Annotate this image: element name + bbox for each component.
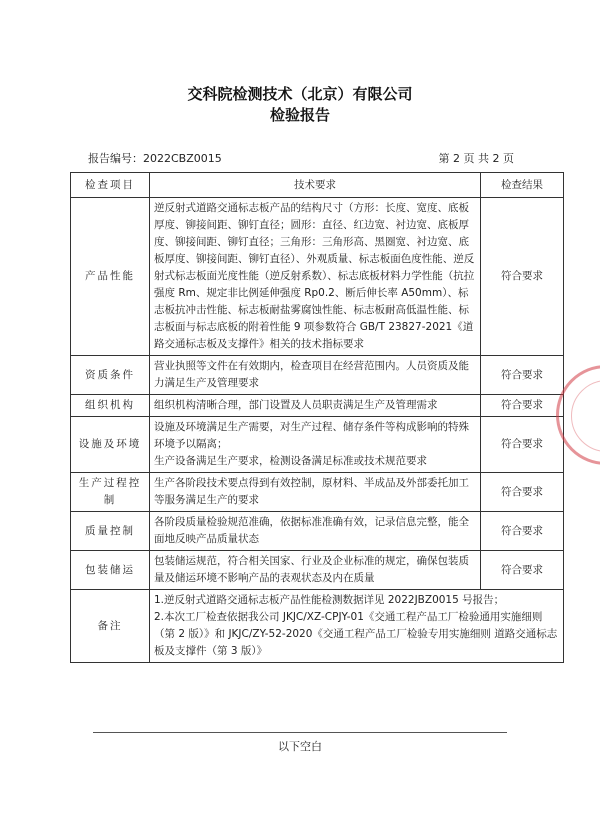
row-requirement: 包装储运规范，符合相关国家、行业及企业标准的规定，确保包装质量及储运环境不影响产品的表观状态及内在质量 — [150, 551, 481, 590]
row-item: 资质条件 — [71, 356, 150, 395]
row-result: 符合要求 — [481, 356, 564, 395]
seal-inner-ring — [571, 380, 600, 452]
row-item: 组织机构 — [71, 395, 150, 417]
table-row — [71, 512, 564, 551]
requirement-line: 设施及环境满足生产需要，对生产过程、储存条件等构成影响的特殊环境予以隔离； — [154, 421, 469, 450]
table-row — [71, 198, 564, 356]
row-result: 符合要求 — [481, 395, 564, 417]
table-row — [71, 417, 564, 473]
table-header-row — [71, 173, 564, 198]
row-item: 产品性能 — [71, 198, 150, 356]
table-row — [71, 356, 564, 395]
document-title: 检验报告 — [269, 106, 330, 124]
blank-below-note: 以下空白 — [278, 740, 322, 753]
row-requirement: 逆反射式道路交通标志板产品的结构尺寸（方形：长度、宽度、底板厚度、铆接间距、铆钉直径；圆形：直径、红边宽、衬边宽、底板厚度、铆接间距、铆钉直径；三角形：三角形高、黑圈宽、衬边宽、底板厚度、铆接间距、铆钉直径）、外观质量、标志板面色度性能、逆反射式标志板面光度性能（逆反射系数）、标志底板材料力学性能（抗拉强度 Rm、规定非比例延伸强度 Rp0.2、断后伸长率 A50mm）、标志板抗冲击性能、标志板耐盐雾腐蚀性能、标志板耐高低温性能、标志板面与标志底板的附着性能 9 项参数符合 GB/T 23827-2021《道路交通标志板及支撑件》相关的技术指标要求 — [150, 198, 481, 356]
report-number: 报告编号：2022CBZ0015 — [88, 152, 222, 165]
table-row — [71, 551, 564, 590]
row-item: 包装储运 — [71, 551, 150, 590]
header-item: 检查项目 — [71, 173, 150, 198]
remarks-content — [150, 590, 564, 663]
header-result: 检查结果 — [481, 173, 564, 198]
inspection-table — [70, 172, 564, 663]
row-item: 设施及环境 — [71, 417, 150, 473]
header-requirement: 技术要求 — [150, 173, 481, 198]
row-requirement: 营业执照等文件在有效期内，检查项目在经营范围内。人员资质及能力满足生产及管理要求 — [150, 356, 481, 395]
row-requirement: 组织机构清晰合理，部门设置及人员职责满足生产及管理需求 — [150, 395, 481, 417]
remark-line: 1.逆反射式道路交通标志板产品性能检测数据详见 2022JBZ0015 号报告； — [154, 594, 505, 606]
row-item: 质量控制 — [71, 512, 150, 551]
table-row — [71, 473, 564, 512]
remarks-label: 备注 — [71, 590, 150, 663]
row-requirement: 生产各阶段技术要点得到有效控制，原材料、半成品及外部委托加工等服务满足生产的要求 — [150, 473, 481, 512]
table-row — [71, 395, 564, 417]
page-info: 第 2 页 共 2 页 — [438, 152, 514, 165]
company-name: 交科院检测技术（北京）有限公司 — [187, 85, 413, 103]
row-requirement — [150, 417, 481, 473]
row-item: 生产过程控制 — [71, 473, 150, 512]
row-result: 符合要求 — [481, 198, 564, 356]
row-result: 符合要求 — [481, 417, 564, 473]
row-result: 符合要求 — [481, 551, 564, 590]
requirement-line: 生产设备满足生产要求，检测设备满足标准或技术规范要求 — [154, 455, 427, 467]
row-result: 符合要求 — [481, 512, 564, 551]
remarks-row — [71, 590, 564, 663]
footer-divider — [93, 732, 507, 733]
row-requirement: 各阶段质量检验规范准确，依据标准准确有效，记录信息完整，能全面地反映产品质量状态 — [150, 512, 481, 551]
row-result: 符合要求 — [481, 473, 564, 512]
remark-line: 2.本次工厂检查依据我公司 JKJC/XZ-CPJY-01《交通工程产品工厂检验通用实施细则（第 2 版）》和 JKJC/ZY-52-2020《交通工程产品工厂检验专用实施细则 道路交通标志板及支撑件（第 3 版）》 — [154, 611, 558, 657]
